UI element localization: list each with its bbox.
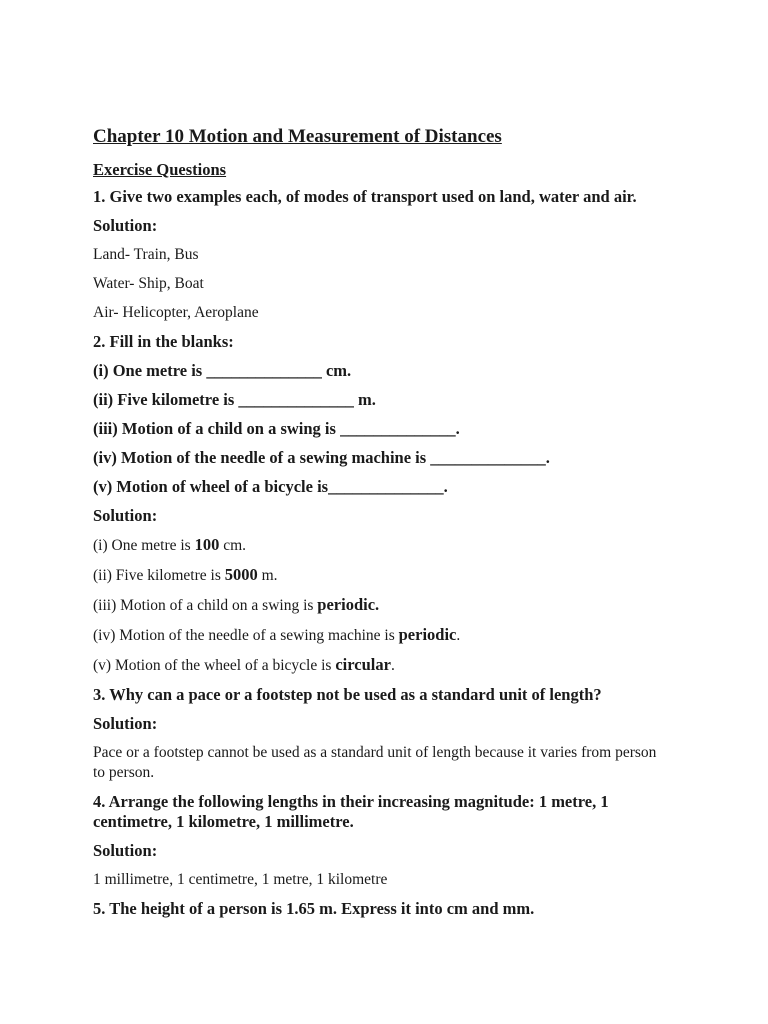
blank-item: (iii) Motion of a child on a swing is ______________. — [93, 419, 460, 438]
chapter-title: Chapter 10 Motion and Measurement of Distances — [93, 126, 502, 147]
answer-text: (iv) Motion of the needle of a sewing machine is — [93, 627, 399, 644]
answer-value: 5000 — [224, 565, 258, 584]
answer-1-air: Air- Helicopter, Aeroplane — [93, 304, 259, 321]
question-5: 5. The height of a person is 1.65 m. Express it into cm and mm. — [93, 899, 535, 918]
question-4: 4. Arrange the following lengths in their increasing magnitude: 1 metre, 1 centimetre, 1 kilometre, 1 millimetre. — [93, 792, 609, 831]
section-heading: Exercise Questions — [93, 160, 227, 179]
blank-item: (i) One metre is ______________ cm. — [93, 361, 352, 380]
question-1: 1. Give two examples each, of modes of transport used on land, water and air. — [93, 187, 637, 206]
answer-value: 100 — [194, 535, 220, 554]
answer-text: (i) One metre is — [93, 537, 195, 554]
solution-label-3: Solution: — [93, 714, 158, 733]
question-2: 2. Fill in the blanks: — [93, 332, 234, 351]
answer-text: . — [390, 657, 395, 674]
answer-text: (ii) Five kilometre is — [93, 567, 225, 584]
answer-text: cm. — [219, 537, 247, 554]
answer-text: . — [456, 627, 461, 644]
answer-item — [93, 535, 668, 556]
solution-label-2: Solution: — [93, 506, 158, 525]
answer-text: m. — [257, 567, 278, 584]
answer-1-land: Land- Train, Bus — [93, 246, 199, 263]
blank-item: (v) Motion of wheel of a bicycle is______________. — [93, 477, 448, 496]
answer-item — [93, 595, 668, 616]
answer-value: circular — [335, 655, 391, 674]
solution-label-4: Solution: — [93, 841, 158, 860]
answer-item — [93, 565, 668, 586]
answer-item — [93, 655, 668, 676]
answer-item — [93, 625, 668, 646]
answer-4: 1 millimetre, 1 centimetre, 1 metre, 1 kilometre — [93, 871, 388, 888]
solution-label-1: Solution: — [93, 216, 158, 235]
answer-text: (iii) Motion of a child on a swing is — [93, 597, 318, 614]
answer-text: (v) Motion of the wheel of a bicycle is — [93, 657, 336, 674]
answer-value: periodic. — [317, 595, 380, 614]
answer-1-water: Water- Ship, Boat — [93, 275, 204, 292]
question-3: 3. Why can a pace or a footstep not be used as a standard unit of length? — [93, 685, 602, 704]
answer-value: periodic — [398, 625, 457, 644]
blank-item: (iv) Motion of the needle of a sewing machine is ______________. — [93, 448, 550, 467]
answer-3: Pace or a footstep cannot be used as a standard unit of length because it varies from person to person. — [93, 744, 657, 781]
blank-item: (ii) Five kilometre is ______________ m. — [93, 390, 376, 409]
document-page — [93, 124, 668, 928]
